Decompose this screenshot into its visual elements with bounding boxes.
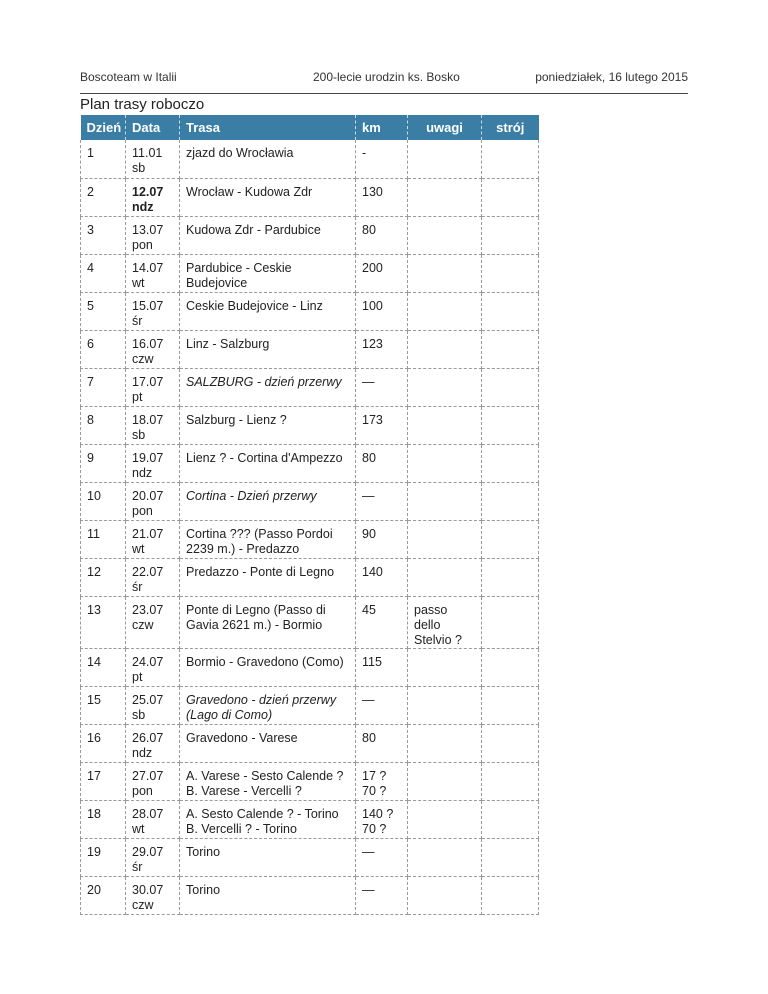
route-text: Pardubice - Ceskie [186,260,292,275]
km-value: - [362,146,367,160]
cell-outfit [482,686,539,724]
route-text: Gravedono - Varese [186,730,298,745]
route-text: Wrocław - Kudowa Zdr [186,184,313,199]
cell-outfit [482,762,539,800]
cell-day [81,686,126,724]
cell-outfit [482,596,539,648]
date-value: 26.07 [132,730,164,745]
cell-outfit [482,254,539,292]
table-row [81,648,539,686]
km-value: 173 [362,412,383,427]
cell-date [126,724,180,762]
table-row [81,444,539,482]
cell-day [81,330,126,368]
date-value: 18.07 [132,412,164,427]
date-value: 24.07 [132,654,164,669]
table-row [81,140,539,178]
table-row [81,406,539,444]
cell-km [356,140,408,178]
cell-date [126,648,180,686]
cell-km [356,368,408,406]
cell-outfit [482,406,539,444]
cell-notes [408,330,482,368]
weekday-value: czw [132,897,154,912]
cell-notes [408,686,482,724]
cell-km [356,330,408,368]
cell-km [356,444,408,482]
weekday-value: pt [132,669,143,684]
table-row [81,762,539,800]
cell-route [180,596,356,648]
route-text: Predazzo - Ponte di Legno [186,564,335,579]
column-header-notes: uwagi [408,115,482,140]
date-value: 22.07 [132,564,164,579]
day-number: 9 [87,450,94,465]
km-value: 80 [362,730,376,745]
cell-day [81,838,126,876]
day-number: 5 [87,298,94,313]
cell-date [126,762,180,800]
weekday-value: śr [132,859,143,874]
route-text: A. Varese - Sesto Calende ? [186,768,344,783]
cell-route [180,724,356,762]
cell-km [356,724,408,762]
cell-date [126,292,180,330]
route-text: zjazd do Wrocławia [186,146,294,160]
table-row [81,254,539,292]
cell-route [180,216,356,254]
route-text: Kudowa Zdr - Pardubice [186,222,321,237]
route-text: Ponte di Legno (Passo di [186,602,326,617]
cell-date [126,838,180,876]
route-text-line2: 2239 m.) - Predazzo [186,541,300,556]
route-text-line2: B. Varese - Vercelli ? [186,783,302,798]
cell-route [180,762,356,800]
table-row [81,368,539,406]
route-text-line2: Budejovice [186,275,248,290]
day-number: 8 [87,412,94,427]
cell-outfit [482,838,539,876]
cell-km [356,800,408,838]
cell-notes [408,406,482,444]
cell-km [356,520,408,558]
day-number: 6 [87,336,94,351]
km-value: 140 ? [362,806,394,821]
cell-notes [408,140,482,178]
date-value: 30.07 [132,882,164,897]
cell-km [356,876,408,914]
header-date-text: poniedziałek, 16 lutego 2015 [535,70,688,84]
cell-date [126,140,180,178]
cell-km [356,254,408,292]
cell-outfit [482,178,539,216]
cell-route [180,254,356,292]
column-header-route: Trasa [180,115,356,140]
cell-date [126,482,180,520]
km-value-line2: 70 ? [362,783,387,798]
table-row [81,876,539,914]
cell-notes [408,368,482,406]
route-text: Cortina ??? (Passo Pordoi [186,526,333,541]
route-text: A. Sesto Calende ? - Torino [186,806,339,821]
cell-day [81,762,126,800]
weekday-value: sb [132,427,146,442]
km-value: — [362,844,375,859]
table-row [81,520,539,558]
cell-outfit [482,648,539,686]
route-text: Ceskie Budejovice - Linz [186,298,323,313]
table-row [81,482,539,520]
cell-outfit [482,724,539,762]
cell-day [81,368,126,406]
cell-date [126,520,180,558]
day-number: 1 [87,146,94,160]
cell-date [126,330,180,368]
table-row [81,558,539,596]
cell-route [180,444,356,482]
cell-date [126,254,180,292]
cell-date [126,216,180,254]
route-text: Salzburg - Lienz ? [186,412,287,427]
table-row [81,292,539,330]
km-value: — [362,882,375,897]
route-text: SALZBURG - dzień przerwy [186,374,342,389]
cell-outfit [482,558,539,596]
route-text: Bormio - Gravedono (Como) [186,654,344,669]
table-row [81,596,539,648]
weekday-value: czw [132,351,154,366]
cell-day [81,596,126,648]
weekday-value: wt [132,821,145,836]
date-value: 23.07 [132,602,164,617]
weekday-value: ndz [132,465,153,480]
date-value: 15.07 [132,298,164,313]
cell-outfit [482,800,539,838]
cell-date [126,686,180,724]
table-row [81,724,539,762]
km-value: 80 [362,222,376,237]
cell-day [81,876,126,914]
column-header-day: Dzień [81,115,126,140]
km-value: 100 [362,298,383,313]
cell-route [180,520,356,558]
weekday-value: sb [132,707,146,722]
day-number: 19 [87,844,101,859]
cell-notes [408,596,482,648]
weekday-value: pt [132,389,143,404]
cell-route [180,368,356,406]
cell-day [81,724,126,762]
header-left-text: Boscoteam w Italii [80,70,177,84]
date-value: 17.07 [132,374,164,389]
cell-date [126,368,180,406]
route-text: Cortina - Dzień przerwy [186,488,317,503]
weekday-value: śr [132,313,143,328]
route-text-line2: (Lago di Como) [186,707,273,722]
km-value: — [362,488,375,503]
day-number: 11 [87,526,100,541]
cell-outfit [482,482,539,520]
cell-outfit [482,140,539,178]
cell-route [180,140,356,178]
cell-route [180,558,356,596]
cell-km [356,596,408,648]
cell-date [126,800,180,838]
weekday-value: pon [132,503,153,518]
cell-notes [408,178,482,216]
cell-route [180,648,356,686]
cell-km [356,292,408,330]
date-value: 27.07 [132,768,164,783]
day-number: 13 [87,602,101,617]
table-body [81,140,539,914]
km-value: 130 [362,184,383,199]
date-value: 21.07 [132,526,164,541]
weekday-value: wt [132,275,145,290]
cell-notes [408,254,482,292]
km-value: 140 [362,564,383,579]
date-value: 20.07 [132,488,164,503]
km-value: — [362,374,375,389]
weekday-value: śr [132,579,143,594]
route-text: Gravedono - dzień przerwy [186,692,337,707]
notes-text-line2: Stelvio ? [414,632,462,647]
cell-route [180,330,356,368]
cell-notes [408,800,482,838]
cell-day [81,254,126,292]
cell-date [126,178,180,216]
cell-notes [408,558,482,596]
weekday-value: sb [132,161,146,175]
cell-day [81,292,126,330]
day-number: 17 [87,768,101,783]
table-row [81,686,539,724]
date-value: 13.07 [132,222,164,237]
cell-day [81,648,126,686]
cell-date [126,406,180,444]
date-value: 28.07 [132,806,164,821]
table-row [81,178,539,216]
cell-outfit [482,330,539,368]
route-text: Torino [186,844,221,859]
date-value: 12.07 [132,184,164,199]
route-plan-table [80,115,539,915]
route-text: Lienz ? - Cortina d'Ampezzo [186,450,343,465]
km-value-line2: 70 ? [362,821,387,836]
weekday-value: czw [132,617,154,632]
cell-notes [408,724,482,762]
date-value: 19.07 [132,450,164,465]
km-value: 80 [362,450,376,465]
cell-outfit [482,444,539,482]
day-number: 20 [87,882,101,897]
cell-outfit [482,520,539,558]
cell-route [180,686,356,724]
date-value: 16.07 [132,336,164,351]
column-header-outfit: strój [482,115,539,140]
weekday-value: wt [132,541,145,556]
day-number: 10 [87,488,101,503]
km-value: 90 [362,526,376,541]
cell-route [180,876,356,914]
cell-km [356,558,408,596]
cell-day [81,482,126,520]
column-header-date: Data [126,115,180,140]
cell-day [81,216,126,254]
cell-notes [408,444,482,482]
cell-notes [408,648,482,686]
column-header-km: km [356,115,408,140]
day-number: 14 [87,654,101,669]
km-value: — [362,692,375,707]
table-row [81,216,539,254]
cell-km [356,178,408,216]
cell-outfit [482,292,539,330]
header-center-text: 200-lecie urodzin ks. Bosko [313,70,460,84]
day-number: 15 [87,692,101,707]
cell-outfit [482,368,539,406]
cell-day [81,800,126,838]
date-value: 14.07 [132,260,164,275]
cell-notes [408,762,482,800]
cell-day [81,558,126,596]
cell-day [81,406,126,444]
day-number: 12 [87,564,101,579]
day-number: 18 [87,806,101,821]
table-row [81,800,539,838]
header-divider [80,93,688,94]
route-text: Linz - Salzburg [186,336,270,351]
route-text-line2: B. Vercelli ? - Torino [186,821,297,836]
weekday-value: pon [132,237,153,252]
cell-route [180,838,356,876]
date-value: 25.07 [132,692,164,707]
cell-day [81,444,126,482]
table-row [81,838,539,876]
cell-km [356,686,408,724]
cell-notes [408,838,482,876]
cell-km [356,482,408,520]
table-header-row [81,115,539,140]
cell-notes [408,520,482,558]
cell-route [180,482,356,520]
route-text-line2: Gavia 2621 m.) - Bormio [186,617,323,632]
km-value: 200 [362,260,383,275]
notes-text: passo dello [414,602,448,632]
date-value: 11.01 [132,146,163,160]
km-value: 45 [362,602,376,617]
km-value: 115 [362,654,382,669]
cell-day [81,520,126,558]
cell-route [180,406,356,444]
cell-notes [408,876,482,914]
plan-title: Plan trasy roboczo [80,96,205,113]
cell-km [356,216,408,254]
cell-km [356,838,408,876]
cell-date [126,558,180,596]
cell-day [81,178,126,216]
date-value: 29.07 [132,844,164,859]
cell-date [126,876,180,914]
cell-route [180,800,356,838]
day-number: 3 [87,222,94,237]
day-number: 16 [87,730,101,745]
km-value: 123 [362,336,383,351]
day-number: 4 [87,260,94,275]
cell-date [126,444,180,482]
cell-km [356,406,408,444]
cell-notes [408,482,482,520]
cell-route [180,292,356,330]
route-text: Torino [186,882,221,897]
cell-notes [408,216,482,254]
cell-km [356,648,408,686]
day-number: 7 [87,374,94,389]
cell-outfit [482,876,539,914]
page-header [80,70,688,86]
table-row [81,330,539,368]
cell-km [356,762,408,800]
cell-day [81,140,126,178]
day-number: 2 [87,184,94,199]
weekday-value: ndz [132,199,154,214]
cell-date [126,596,180,648]
cell-outfit [482,216,539,254]
km-value: 17 ? [362,768,387,783]
weekday-value: pon [132,783,153,798]
cell-notes [408,292,482,330]
weekday-value: ndz [132,745,153,760]
cell-route [180,178,356,216]
